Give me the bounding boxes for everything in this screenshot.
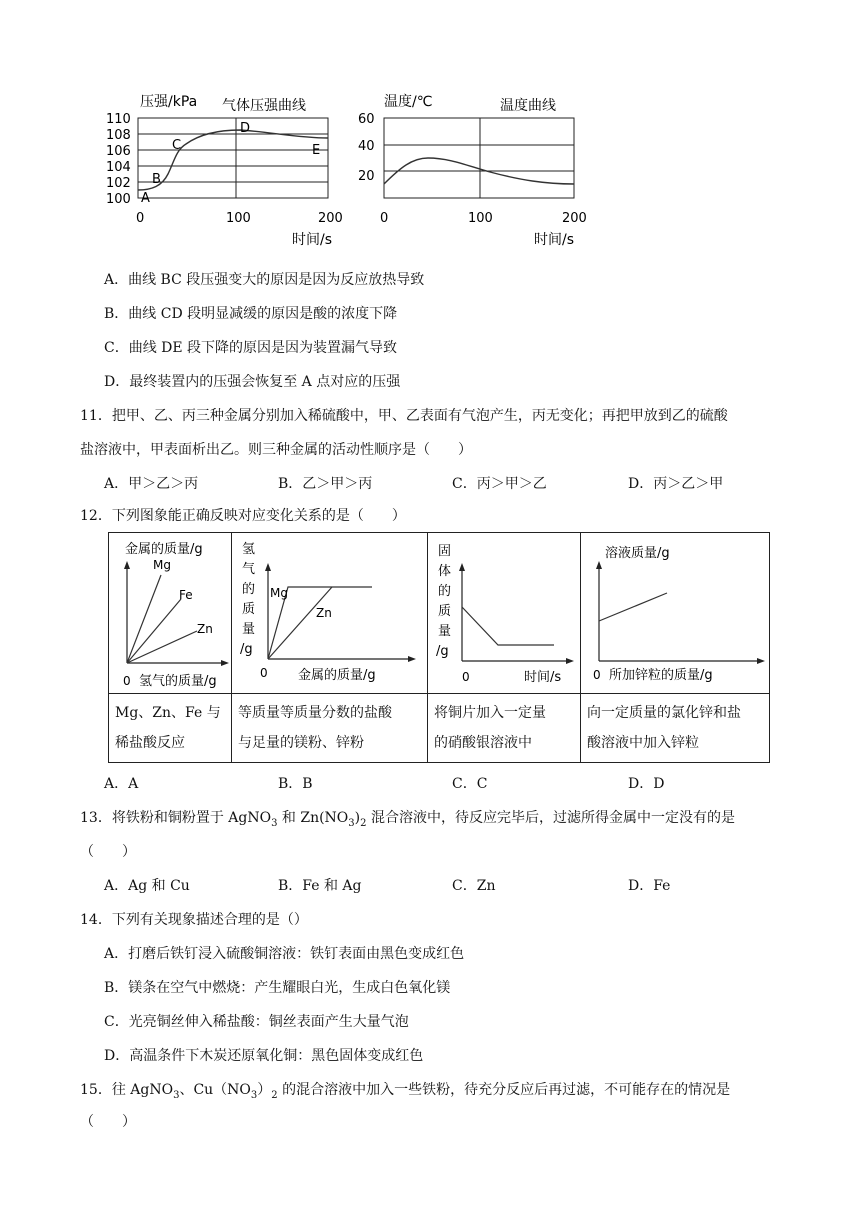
q12-graph-cell-a <box>109 533 232 694</box>
svg-text:体: 体 <box>438 564 452 579</box>
q11-stem-line1: 11．把甲、乙、丙三种金属分别加入稀硫酸中，甲、乙表面有气泡产生，丙无变化；再把甲放到乙的硫酸 <box>80 408 728 424</box>
g1-series-mg: Mg <box>153 558 171 572</box>
pressure-ytick: 110 <box>106 112 131 127</box>
q12-graph-c <box>428 533 580 693</box>
pressure-point-b: B <box>152 172 161 187</box>
svg-text:氢: 氢 <box>242 542 256 557</box>
pressure-xtick: 200 <box>318 211 343 226</box>
q12-desc-d: 向一定质量的氯化锌和盐 酸溶液中加入锌粒 <box>581 694 770 763</box>
q12-desc-c: 将铜片加入一定量 的硝酸银溶液中 <box>428 694 581 763</box>
q13-stem-line2: （ ） <box>80 844 136 860</box>
q14-option-b: B．镁条在空气中燃烧：产生耀眼白光，生成白色氧化镁 <box>104 980 451 996</box>
g2-origin: 0 <box>260 666 268 680</box>
q10-option-d: D．最终装置内的压强会恢复至 A 点对应的压强 <box>104 374 401 390</box>
q12-option-c: C．C <box>452 776 488 792</box>
q12-graph-a <box>109 533 231 693</box>
g3-xlabel: 时间/s <box>524 670 562 685</box>
q10-option-c: C．曲线 DE 段下降的原因是因为装置漏气导致 <box>104 340 398 356</box>
pressure-ylabel: 压强/kPa <box>140 94 198 110</box>
q14-stem: 14．下列有关现象描述合理的是（） <box>80 912 308 928</box>
q14-option-c: C．光亮铜丝伸入稀盐酸：铜丝表面产生大量气泡 <box>104 1014 409 1030</box>
g2-xlabel: 金属的质量/g <box>298 668 376 683</box>
q10-option-b: B．曲线 CD 段明显减缓的原因是酸的浓度下降 <box>104 306 398 322</box>
q13-stem-line1: 13．将铁粉和铜粉置于 AgNO$_3$ 和 $Zn(NO_3)_2$ 混合溶液中，待反应完毕后，过滤所得金属中一定没有的是 <box>80 810 735 829</box>
svg-text:量: 量 <box>242 622 256 637</box>
q11-option-b: B．乙＞甲＞丙 <box>278 476 373 492</box>
g1-series-zn: Zn <box>197 622 213 636</box>
temperature-xtick: 200 <box>562 211 587 226</box>
pressure-ytick: 108 <box>106 128 131 143</box>
temperature-title: 温度曲线 <box>500 98 556 114</box>
g2-series-zn: Zn <box>316 606 332 620</box>
pressure-ytick: 104 <box>106 160 131 175</box>
g4-ylabel: 溶液质量/g <box>605 546 670 561</box>
temperature-chart <box>350 88 600 250</box>
g3-origin: 0 <box>462 670 470 684</box>
temperature-ytick: 60 <box>358 112 375 127</box>
pressure-curve <box>138 130 328 190</box>
q12-stem: 12．下列图象能正确反映对应变化关系的是（ ） <box>80 508 406 524</box>
pressure-title: 气体压强曲线 <box>222 98 306 114</box>
q14-option-a: A．打磨后铁钉浸入硫酸铜溶液：铁钉表面由黑色变成红色 <box>104 946 465 962</box>
q12-desc-b: 等质量等质量分数的盐酸 与足量的镁粉、锌粉 <box>232 694 428 763</box>
pressure-ytick: 100 <box>106 192 131 207</box>
q12-option-d: D．D <box>628 776 665 792</box>
temperature-ytick: 40 <box>358 139 375 154</box>
temperature-xtick: 0 <box>380 211 389 226</box>
q12-graph-cell-d <box>581 533 770 694</box>
g3-ylabel <box>436 544 451 659</box>
q12-graph-cell-b <box>232 533 428 694</box>
svg-text:的: 的 <box>242 582 256 597</box>
q11-option-d: D．丙＞乙＞甲 <box>628 476 724 492</box>
q11-option-a: A．甲＞乙＞丙 <box>104 476 199 492</box>
temperature-ytick: 20 <box>358 169 375 184</box>
svg-text:/g: /g <box>240 642 253 657</box>
svg-text:量: 量 <box>438 624 452 639</box>
g1-series-fe: Fe <box>179 588 193 602</box>
q12-graph-b <box>232 533 427 693</box>
pressure-ytick: 106 <box>106 144 131 159</box>
g1-ylabel: 金属的质量/g <box>125 542 203 557</box>
svg-text:固: 固 <box>438 544 452 559</box>
temperature-xlabel: 时间/s <box>534 232 575 248</box>
svg-text:质: 质 <box>438 604 452 619</box>
pressure-xtick: 0 <box>136 211 145 226</box>
g1-xlabel: 氢气的质量/g <box>139 674 217 689</box>
q14-option-d: D．高温条件下木炭还原氧化铜：黑色固体变成红色 <box>104 1048 424 1064</box>
g4-origin: 0 <box>593 668 601 682</box>
svg-text:质: 质 <box>242 602 256 617</box>
svg-text:气: 气 <box>242 562 256 577</box>
q12-option-b: B．B <box>278 776 313 792</box>
svg-text:/g: /g <box>436 644 449 659</box>
q11-option-c: C．丙＞甲＞乙 <box>452 476 547 492</box>
pressure-point-c: C <box>172 138 182 153</box>
q15-stem-line2: （ ） <box>80 1114 136 1130</box>
temperature-ylabel: 温度/℃ <box>384 94 433 110</box>
pressure-xlabel: 时间/s <box>292 232 333 248</box>
q12-graph-d <box>581 533 769 693</box>
g1-origin: 0 <box>123 674 131 688</box>
g2-ylabel <box>240 542 255 657</box>
q10-option-a: A．曲线 BC 段压强变大的原因是因为反应放热导致 <box>104 272 425 288</box>
pressure-point-a: A <box>141 191 150 206</box>
q11-stem-line2: 盐溶液中，甲表面析出乙。则三种金属的活动性顺序是（ ） <box>80 442 472 458</box>
pressure-chart <box>100 88 350 250</box>
g4-xlabel: 所加锌粒的质量/g <box>609 668 713 683</box>
g2-series-mg: Mg <box>270 586 288 600</box>
temperature-xtick: 100 <box>468 211 493 226</box>
q13-option-a: A．Ag 和 Cu <box>104 878 190 894</box>
pressure-point-e: E <box>312 143 321 158</box>
q12-option-a: A．A <box>104 776 139 792</box>
pressure-ytick: 102 <box>106 176 131 191</box>
q13-option-c: C．Zn <box>452 878 496 894</box>
q12-desc-a: Mg、Zn、Fe 与 稀盐酸反应 <box>109 694 232 763</box>
pressure-xtick: 100 <box>226 211 251 226</box>
q13-option-b: B．Fe 和 Ag <box>278 878 362 894</box>
q13-option-d: D．Fe <box>628 878 671 894</box>
pressure-point-d: D <box>240 121 251 136</box>
svg-text:的: 的 <box>438 584 452 599</box>
q12-graph-cell-c <box>428 533 581 694</box>
q15-stem-line1: 15．往 AgNO$_3$、$Cu(NO_3)_2$ 的混合溶液中加入一些铁粉，待充分反应后再过滤，不可能存在的情况是 <box>80 1082 731 1101</box>
q12-table <box>108 532 770 763</box>
